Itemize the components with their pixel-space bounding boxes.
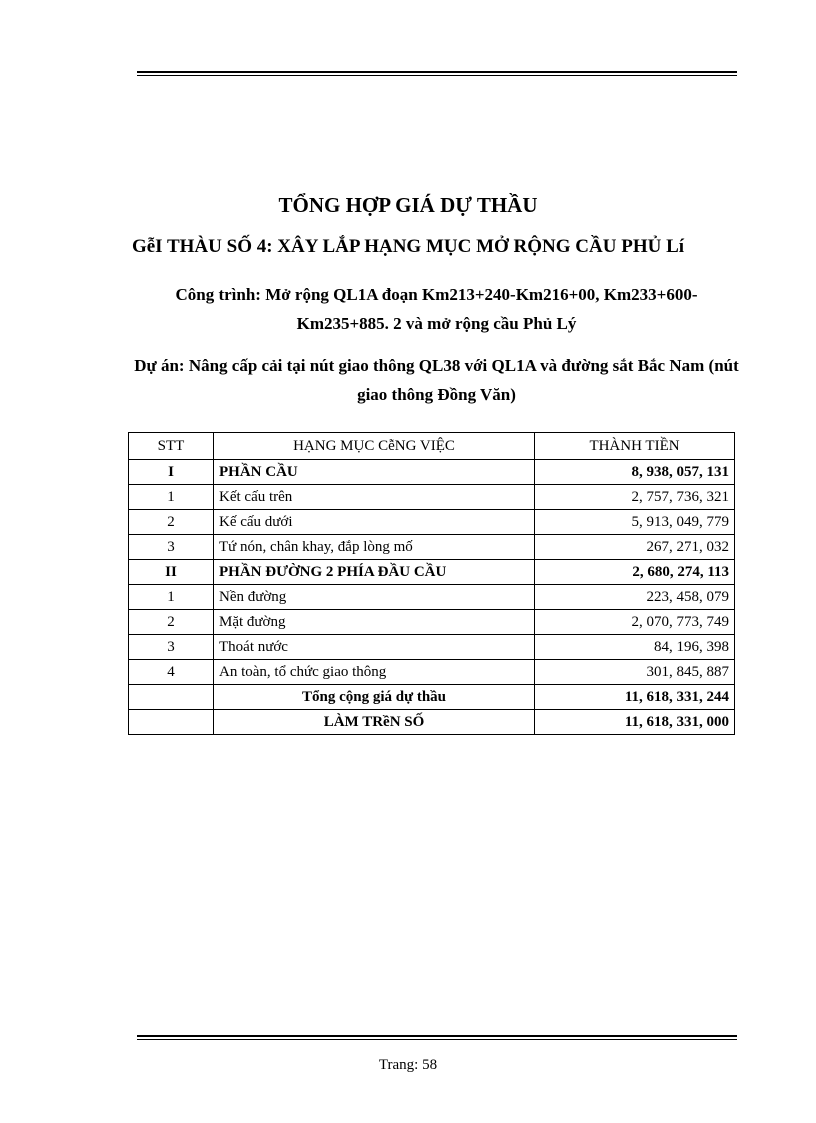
row-stt: II [129, 560, 214, 585]
row-item: Tứ nón, chân khay, đắp lòng mố [214, 535, 535, 560]
row-item: PHẦN ĐƯỜNG 2 PHÍA ĐẦU CẦU [214, 560, 535, 585]
table-row [129, 585, 735, 610]
row-stt: 1 [129, 585, 214, 610]
row-stt: 2 [129, 510, 214, 535]
rounded-label: LÀM TRềN SỐ [214, 710, 535, 735]
document-subtitle: GễI THÀU SỐ 4: XÂY LẮP HẠNG MỤC MỞ RỘNG CẦU PHỦ Lí [131, 236, 685, 257]
row-amount: 301, 845, 887 [535, 660, 735, 685]
row-stt: 3 [129, 635, 214, 660]
cost-summary-table [128, 432, 735, 735]
table-row [129, 460, 735, 485]
row-item: Mặt đường [214, 610, 535, 635]
rounded-row [129, 710, 735, 735]
document-title: TỔNG HỢP GIÁ DỰ THẦU [278, 193, 538, 217]
row-stt: 4 [129, 660, 214, 685]
header-rule [137, 71, 737, 76]
rounded-stt-empty [129, 710, 214, 735]
rounded-amount: 11, 618, 331, 000 [535, 710, 735, 735]
footer-rule [137, 1035, 737, 1040]
row-item: PHẦN CẦU [214, 460, 535, 485]
row-stt: I [129, 460, 214, 485]
table-header-row [129, 433, 735, 460]
table-row [129, 560, 735, 585]
project-line: Công trình: Mở rộng QL1A đoạn Km213+240-Km216+00, Km233+600-Km235+885. 2 và mở rộng cầu Phủ Lý [175, 285, 698, 333]
header-amount: THÀNH TIỀN [535, 433, 735, 460]
row-item: Thoát nước [214, 635, 535, 660]
total-amount: 11, 618, 331, 244 [535, 685, 735, 710]
table-row [129, 485, 735, 510]
row-amount: 2, 680, 274, 113 [535, 560, 735, 585]
header-stt: STT [129, 433, 214, 460]
total-stt-empty [129, 685, 214, 710]
row-stt: 3 [129, 535, 214, 560]
project-description: Dự án: Nâng cấp cải tại nút giao thông QL38 với QL1A và đường sắt Bắc Nam (nút giao thông Đồng Văn) [134, 356, 739, 404]
total-label: Tổng cộng giá dự thầu [214, 685, 535, 710]
table-row [129, 535, 735, 560]
total-row [129, 685, 735, 710]
row-item: Kết cấu trên [214, 485, 535, 510]
row-amount: 267, 271, 032 [535, 535, 735, 560]
header-item: HẠNG MỤC CễNG VIỆC [214, 433, 535, 460]
row-amount: 223, 458, 079 [535, 585, 735, 610]
row-item: Nền đường [214, 585, 535, 610]
row-amount: 8, 938, 057, 131 [535, 460, 735, 485]
table-row [129, 510, 735, 535]
page-number: Trang: 58 [378, 1057, 438, 1073]
row-stt: 1 [129, 485, 214, 510]
table-row [129, 610, 735, 635]
table-row [129, 660, 735, 685]
table-row [129, 635, 735, 660]
row-amount: 2, 070, 773, 749 [535, 610, 735, 635]
row-amount: 5, 913, 049, 779 [535, 510, 735, 535]
row-amount: 84, 196, 398 [535, 635, 735, 660]
row-amount: 2, 757, 736, 321 [535, 485, 735, 510]
row-item: An toàn, tổ chức giao thông [214, 660, 535, 685]
row-stt: 2 [129, 610, 214, 635]
row-item: Kế cấu dưới [214, 510, 535, 535]
